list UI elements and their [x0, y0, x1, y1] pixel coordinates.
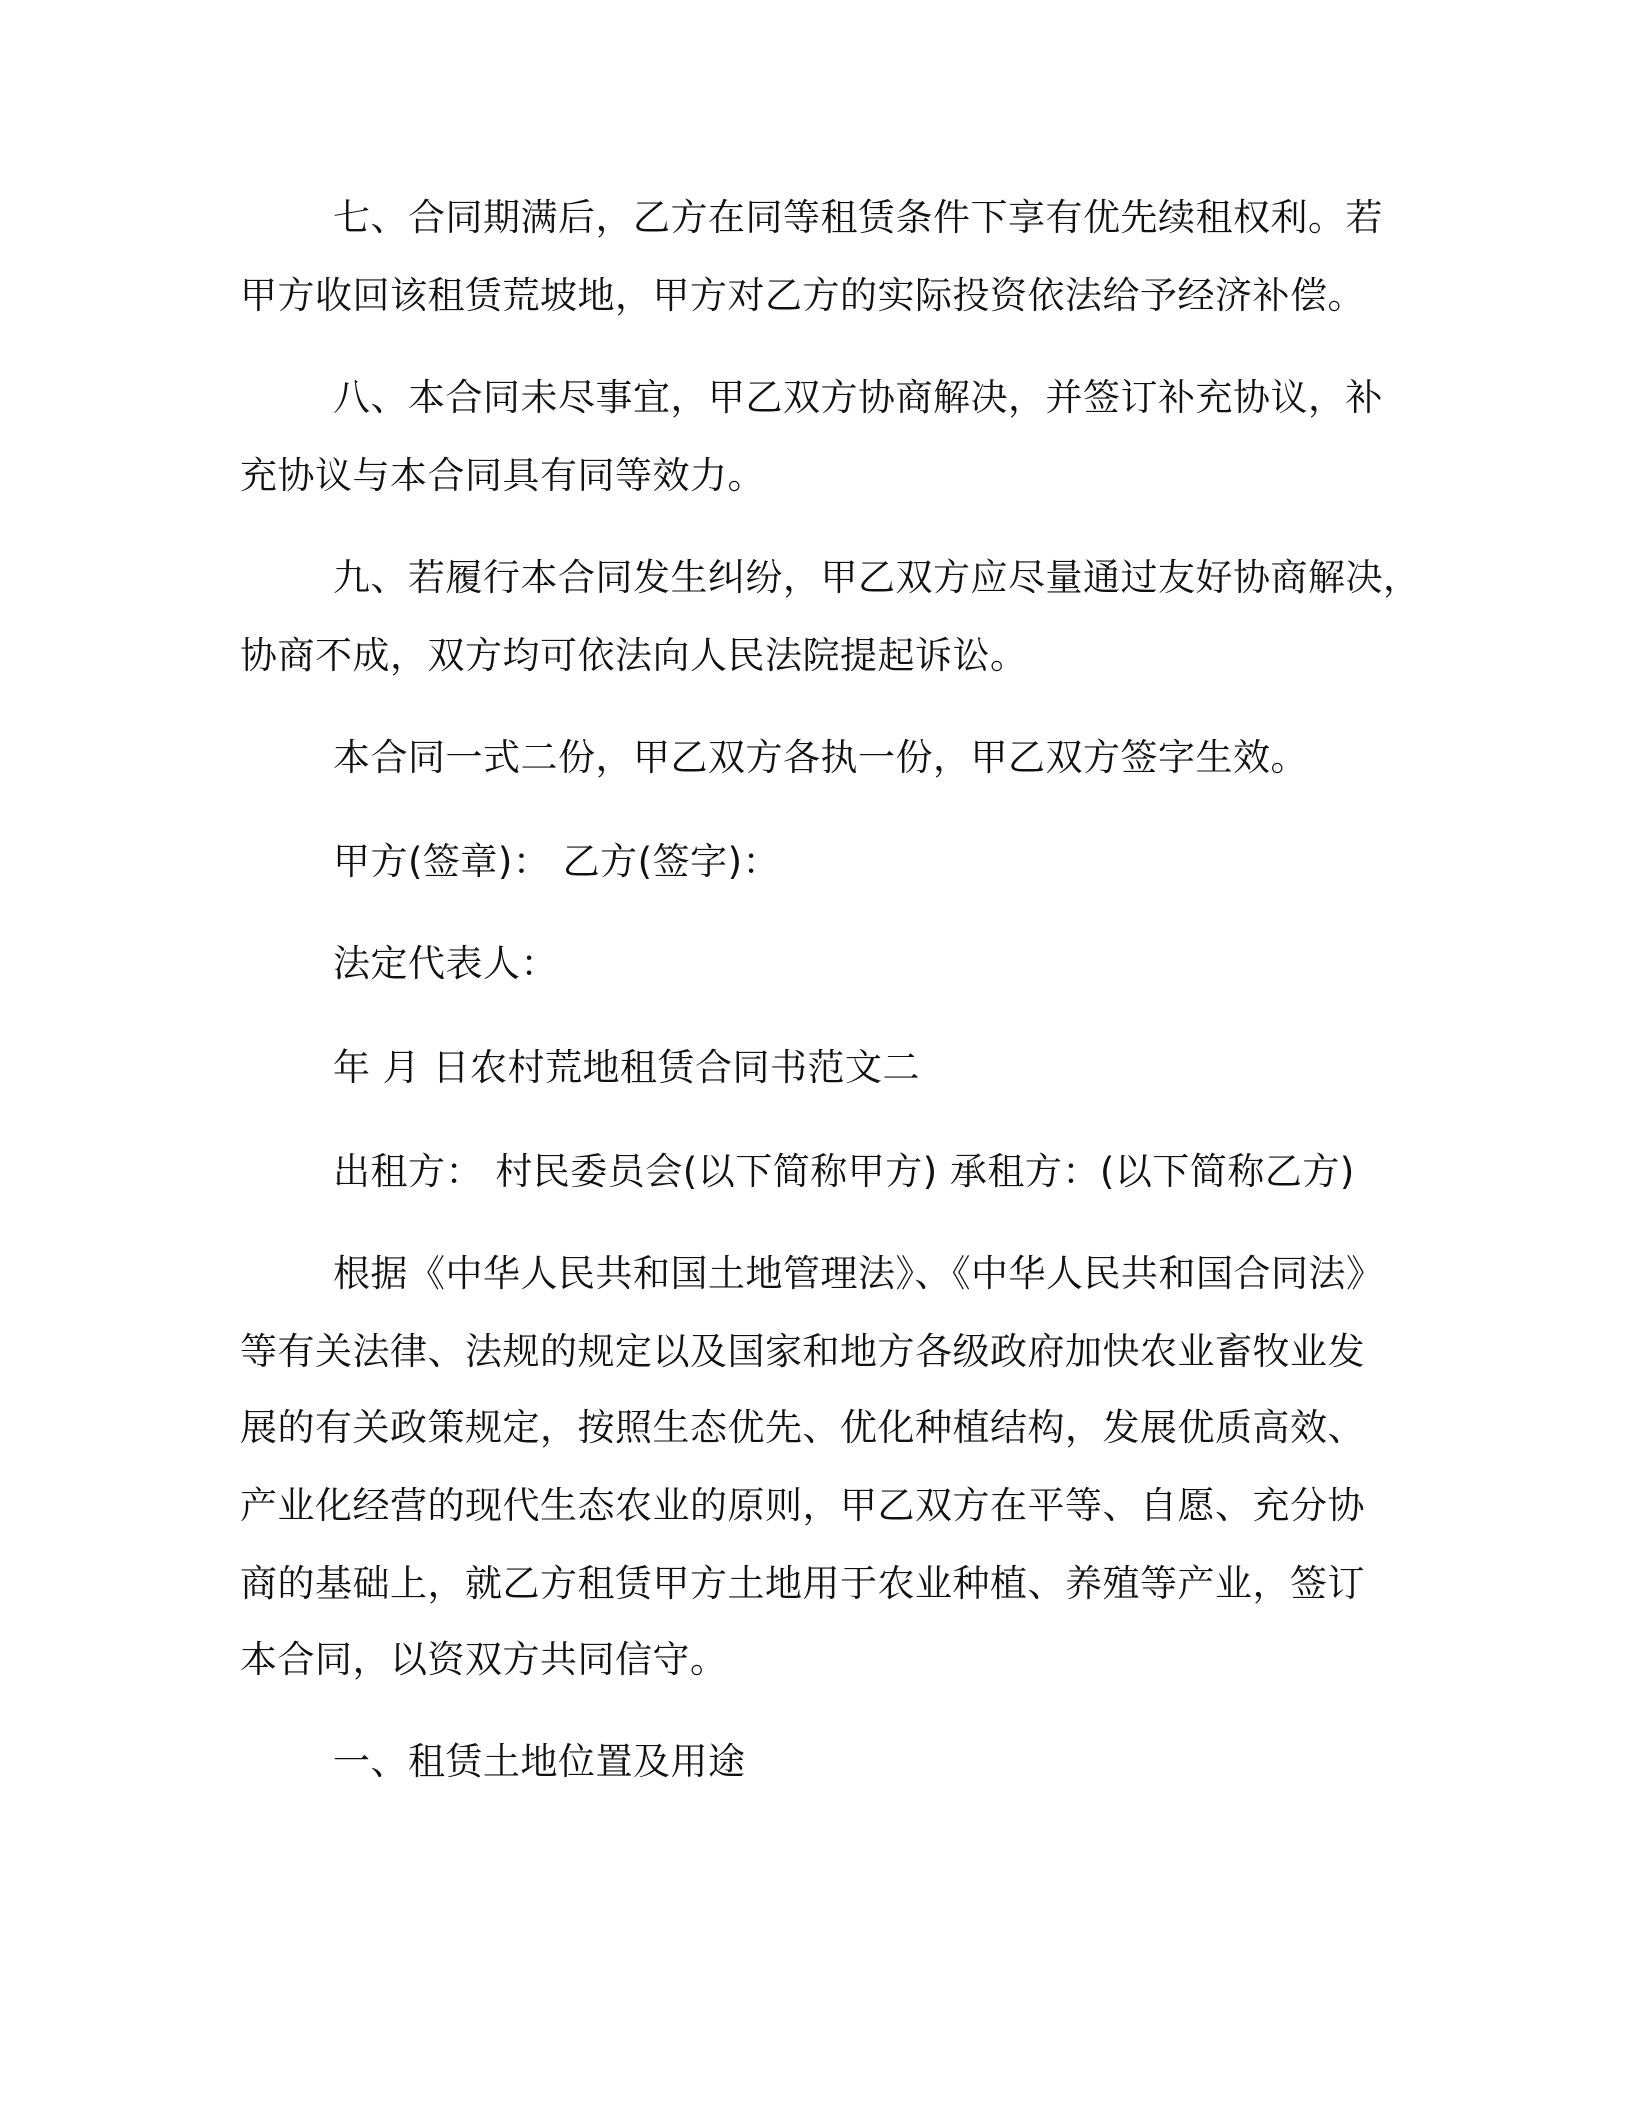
signature-line: 甲方(签章)： 乙方(签字)： — [333, 840, 781, 883]
section-1-heading: 一、租赁土地位置及用途 — [333, 1740, 746, 1783]
preamble-line-6: 本合同，以资双方共同信守。 — [240, 1638, 728, 1681]
legal-representative-line: 法定代表人： — [333, 942, 558, 985]
clause-8-line-1: 八、本合同未尽事宜，甲乙双方协商解决，并签订补充协议，补 — [333, 376, 1383, 419]
parties-line: 出租方： 村民委员会(以下简称甲方) 承租方：(以下简称乙方) — [333, 1150, 1355, 1193]
preamble-line-1: 根据《中华人民共和国土地管理法》、《中华人民共和国合同法》 — [333, 1252, 1384, 1295]
copies-statement: 本合同一式二份，甲乙双方各执一份，甲乙双方签字生效。 — [333, 736, 1308, 779]
preamble-line-5: 商的基础上，就乙方租赁甲方土地用于农业种植、养殖等产业，签订 — [240, 1562, 1365, 1605]
clause-7-line-1: 七、合同期满后，乙方在同等租赁条件下享有优先续租权利。若 — [333, 196, 1383, 239]
date-and-title-line: 年 月 日农村荒地租赁合同书范文二 — [333, 1046, 921, 1089]
clause-9-line-1: 九、若履行本合同发生纠纷，甲乙双方应尽量通过友好协商解决， — [333, 556, 1421, 599]
preamble-line-2: 等有关法律、法规的规定以及国家和地方各级政府加快农业畜牧业发 — [240, 1330, 1365, 1373]
clause-8-line-2: 充协议与本合同具有同等效力。 — [240, 454, 765, 497]
preamble-line-3: 展的有关政策规定，按照生态优先、优化种植结构，发展优质高效、 — [240, 1406, 1365, 1449]
clause-9-line-2: 协商不成，双方均可依法向人民法院提起诉讼。 — [240, 634, 1028, 677]
clause-7-line-2: 甲方收回该租赁荒坡地，甲方对乙方的实际投资依法给予经济补偿。 — [240, 274, 1365, 317]
preamble-line-4: 产业化经营的现代生态农业的原则，甲乙双方在平等、自愿、充分协 — [240, 1484, 1365, 1527]
